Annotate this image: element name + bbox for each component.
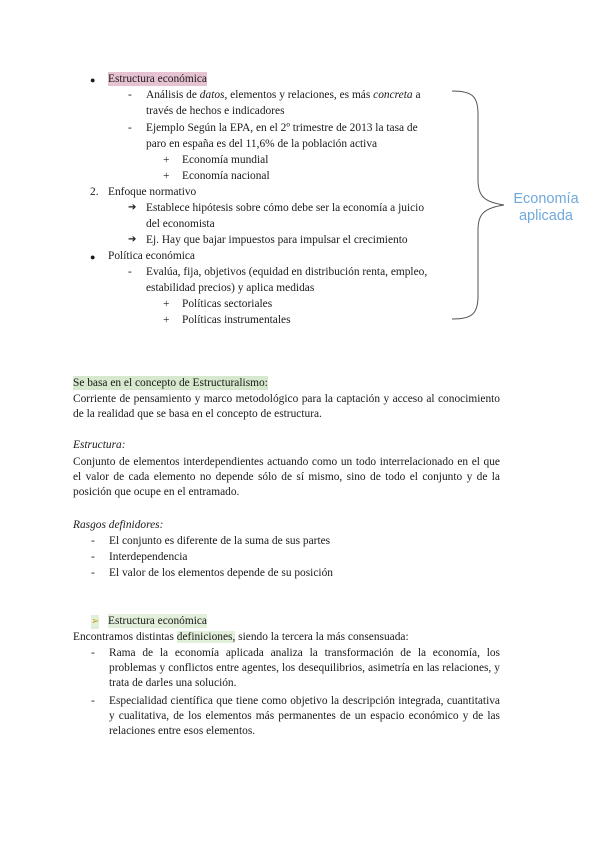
list-item-continuation: través de hechos e indicadores [146,105,285,117]
dash-icon: - [128,266,132,278]
intro-definiciones: Encontramos distintas definiciones, siendo la tercera la más consensuada: [73,631,409,643]
arrowhead-icon: ➢ [91,616,100,627]
bullet-icon: ● [90,75,96,85]
dash-icon: - [91,551,95,563]
list-item: El conjunto es diferente de la suma de sus partes [109,535,331,547]
sub-item: Políticas instrumentales [182,314,291,326]
dash-icon: - [128,89,132,101]
dash-icon: - [91,647,95,659]
numbered-item-enfoque: Enfoque normativo [108,186,197,198]
plus-icon: + [163,314,170,326]
list-item: Establece hipótesis sobre cómo debe ser la economía a juicio [146,202,425,214]
plus-icon: + [163,298,170,310]
dash-icon: - [91,535,95,547]
list-item: Interdependencia [109,551,188,563]
list-item: Ejemplo Según la EPA, en el 2º trimestre de 2013 la tasa de [146,122,418,134]
plus-icon: + [163,154,170,166]
plus-icon: + [163,170,170,182]
rasgos-title: Rasgos definidores: [73,519,164,531]
list-item: Análisis de datos, elementos y relaciones, es más concreta a [146,89,421,101]
paragraph-estructura: Conjunto de elementos interdependientes actuando como un todo interrelacionado en el que el valor de cada elemento no depende sólo de sí mismo, sino de todo el conjunto y de la posición que ocupe en el entramado. [73,456,500,498]
dash-icon: - [91,695,95,707]
arrow-icon: ➔ [128,234,137,245]
bullet-politica-economica: Política económica [108,250,195,262]
definition-item: Rama de la economía aplicada analiza la transformación de la economía, los problemas y conflictos entre agentes, los desequilibrios, asimetría en las relaciones, y trata de darles una solución. [109,647,500,689]
definition-item: Especialidad científica que tiene como objetivo la descripción integrada, cuantitativa y cualitativa, de los elementos más permanentes de un espacio económico y de las relaciones entre esos elementos. [109,695,500,737]
list-item-continuation: del economista [146,218,215,230]
estructura-title: Estructura: [73,439,126,451]
sub-item: Economía mundial [182,154,269,166]
list-item: Evalúa, fija, objetivos (equidad en distribución renta, empleo, [146,266,428,278]
bullet-icon: ● [90,252,96,262]
dash-icon: - [128,122,132,134]
sub-item: Economía nacional [182,170,270,182]
curly-brace-icon [448,88,508,323]
sub-item: Políticas sectoriales [182,298,273,310]
dash-icon: - [91,567,95,579]
list-item: El valor de los elementos depende de su posición [109,567,333,579]
bullet-estructura-economica: Estructura económica [108,73,207,85]
list-item-continuation: paro en españa es del 11,6% de la población activa [146,138,378,150]
arrow-icon: ➔ [128,202,137,213]
economia-aplicada-label: Economía aplicada [513,191,579,224]
list-number: 2. [90,186,99,198]
section-heading-estructura-economica: Estructura económica [108,615,207,627]
list-item-continuation: estabilidad precios) y aplica medidas [146,282,315,294]
list-item: Ej. Hay que bajar impuestos para impulsar el crecimiento [146,234,408,246]
paragraph-estructuralismo: Corriente de pensamiento y marco metodológico para la captación y acceso al conocimiento de la realidad que se basa en el concepto de estructura. [73,393,500,420]
section-heading-estructuralismo: Se basa en el concepto de Estructuralismo: [73,377,268,389]
